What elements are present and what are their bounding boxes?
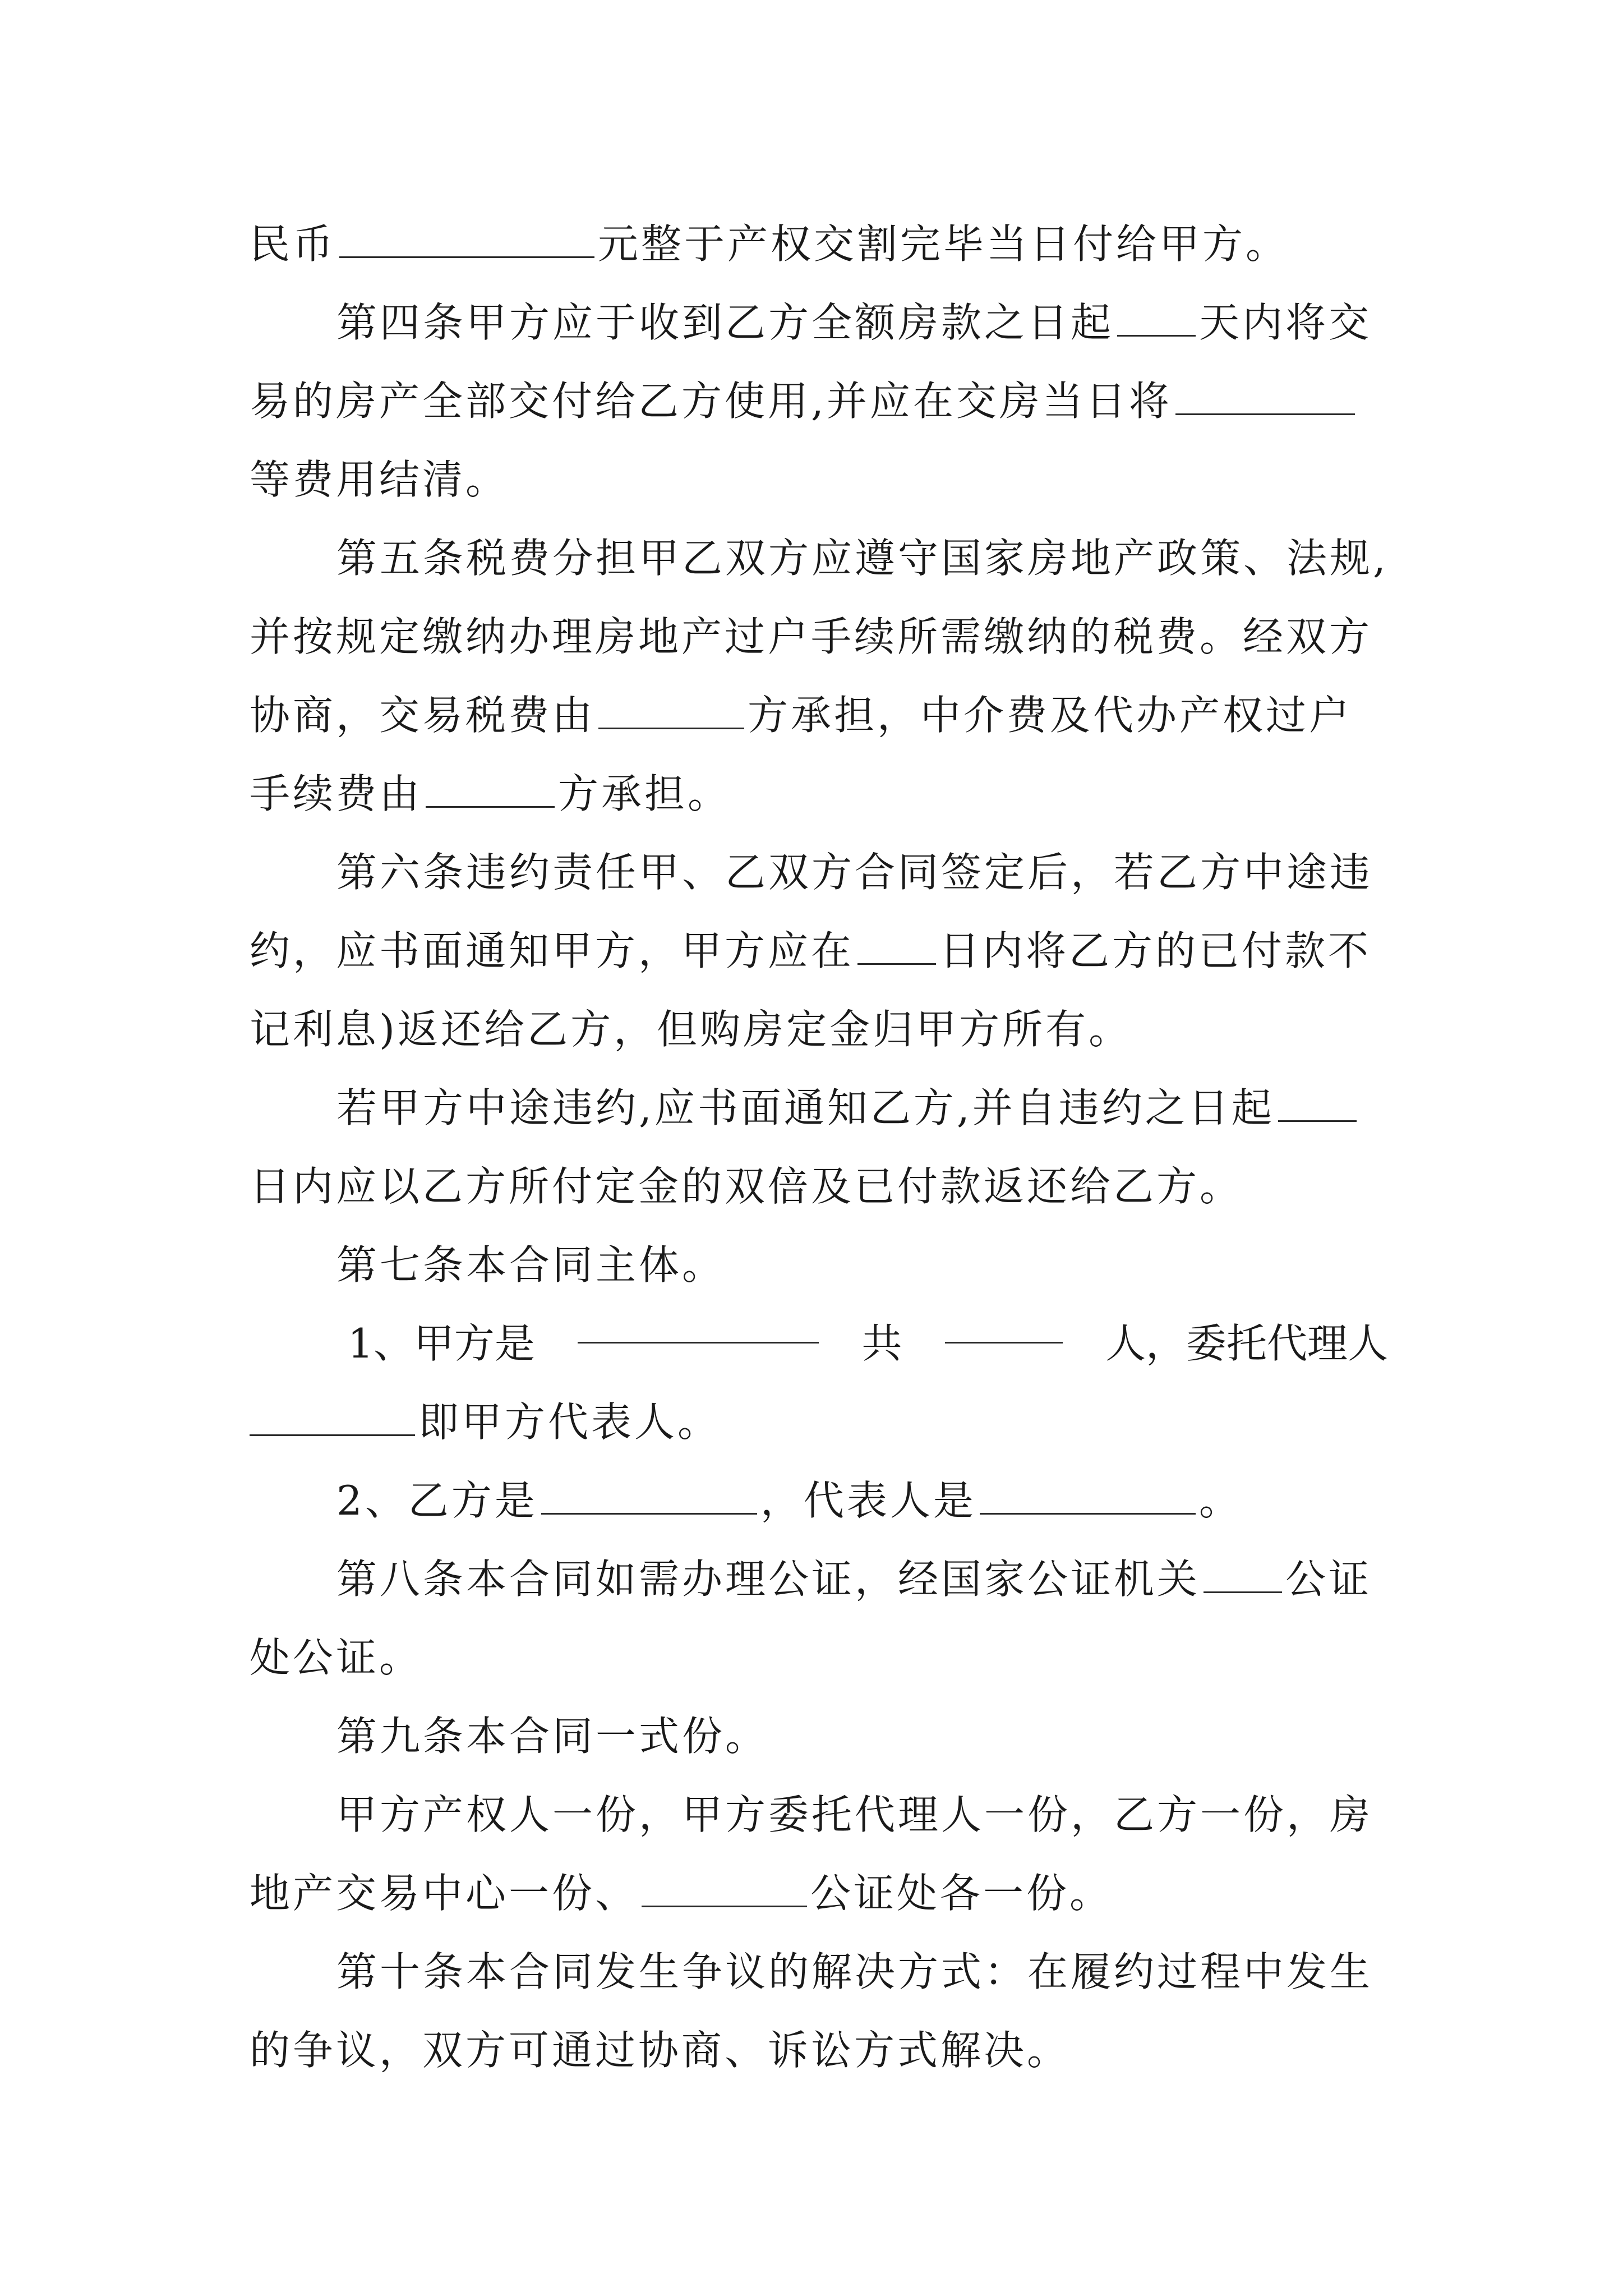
text-line bbox=[250, 1228, 1388, 1301]
text-line bbox=[250, 1543, 1388, 1616]
text-segment: ，代表人是 bbox=[760, 1477, 976, 1524]
fill-blank bbox=[980, 1478, 1196, 1515]
text-line bbox=[250, 757, 1388, 830]
text-segment: 易的房产全部交付给乙方使用,并应在交房当日将 bbox=[250, 378, 1172, 425]
text-segment: 甲方产权人一份，甲方委托代理人一份，乙方一份，房 bbox=[336, 1791, 1373, 1838]
text-line bbox=[250, 2014, 1388, 2087]
text-segment: 第七条本合同主体。 bbox=[336, 1241, 726, 1289]
fill-blank bbox=[642, 1871, 807, 1907]
text-line bbox=[250, 1857, 1388, 1930]
text-line bbox=[250, 1935, 1388, 2008]
text-segment: 2、乙方是 bbox=[336, 1477, 538, 1524]
text-segment: 第九条本合同一式份。 bbox=[336, 1713, 769, 1760]
fill-blank bbox=[945, 1307, 1063, 1343]
text-segment: 等费用结清。 bbox=[250, 456, 509, 503]
text-segment: 地产交易中心一份、 bbox=[250, 1870, 639, 1917]
text-line bbox=[250, 1150, 1388, 1223]
text-line bbox=[250, 208, 1388, 280]
text-line bbox=[250, 1386, 1388, 1458]
text-segment: 日内应以乙方所付定金的双倍及已付款返还给乙方。 bbox=[250, 1163, 1243, 1210]
text-segment: 公证处各一份。 bbox=[810, 1870, 1113, 1917]
text-segment: 元整于产权交割完毕当日付给甲方。 bbox=[598, 220, 1289, 268]
fill-blank bbox=[541, 1478, 757, 1515]
text-segment: 日内将乙方的已付款不 bbox=[939, 927, 1372, 974]
text-segment: 天内将交 bbox=[1199, 299, 1372, 346]
fill-blank bbox=[426, 771, 555, 808]
text-segment: 记利息)返还给乙方，但购房定金归甲方所有。 bbox=[250, 1006, 1132, 1053]
text-segment: 。 bbox=[1198, 1477, 1242, 1524]
text-segment: 协商，交易税费由 bbox=[250, 692, 596, 739]
text-segment: 人，委托代理人 bbox=[1105, 1320, 1388, 1367]
text-line bbox=[250, 443, 1388, 516]
text-line bbox=[250, 836, 1388, 909]
text-segment: 1、甲方是 bbox=[348, 1320, 535, 1367]
text-segment: 手续费由 bbox=[250, 770, 423, 817]
text-line bbox=[250, 1778, 1388, 1851]
text-segment: 第八条本合同如需办理公证，经国家公证机关 bbox=[336, 1556, 1201, 1603]
text-segment: 方承担，中介费及代办产权过户 bbox=[748, 692, 1353, 739]
text-line bbox=[250, 365, 1388, 438]
text-segment: 公证 bbox=[1285, 1556, 1372, 1603]
fill-blank bbox=[857, 928, 936, 965]
text-segment: 即甲方代表人。 bbox=[418, 1398, 721, 1446]
fill-blank bbox=[1204, 1557, 1282, 1593]
text-segment: 第五条税费分担甲乙双方应遵守国家房地产政策、法规, bbox=[336, 535, 1389, 582]
text-segment: 第十条本合同发生争议的解决方式：在履约过程中发生 bbox=[336, 1948, 1373, 1995]
text-segment: 的争议，双方可通过协商、诉讼方式解决。 bbox=[250, 2027, 1071, 2074]
text-line bbox=[250, 679, 1388, 752]
text-segment: 约，应书面通知甲方，甲方应在 bbox=[250, 927, 855, 974]
fill-blank bbox=[1278, 1085, 1357, 1122]
text-segment: 共 bbox=[861, 1320, 902, 1367]
text-segment: 第四条甲方应于收到乙方全额房款之日起 bbox=[336, 299, 1114, 346]
fill-blank bbox=[339, 222, 594, 258]
fill-blank bbox=[1117, 300, 1196, 337]
text-segment: 第六条违约责任甲、乙双方合同签定后，若乙方中途违 bbox=[336, 849, 1373, 896]
fill-blank bbox=[250, 1400, 415, 1436]
fill-blank bbox=[598, 693, 744, 729]
text-segment: 方承担。 bbox=[558, 770, 731, 817]
text-line bbox=[250, 1621, 1388, 1694]
text-segment: 并按规定缴纳办理房地产过户手续所需缴纳的税费。经双方 bbox=[250, 613, 1373, 660]
text-line bbox=[250, 914, 1388, 987]
text-line bbox=[250, 522, 1388, 595]
fill-blank bbox=[578, 1307, 819, 1343]
text-line bbox=[250, 286, 1388, 359]
text-line bbox=[250, 1700, 1388, 1773]
text-segment: 民币 bbox=[250, 220, 336, 268]
text-segment: 处公证。 bbox=[250, 1634, 423, 1681]
text-line bbox=[250, 1307, 1388, 1380]
fill-blank bbox=[1175, 379, 1355, 415]
text-line bbox=[250, 1464, 1388, 1537]
text-segment: 若甲方中途违约,应书面通知乙方,并自违约之日起 bbox=[336, 1084, 1275, 1131]
text-line bbox=[250, 600, 1388, 673]
text-line bbox=[250, 993, 1388, 1066]
text-line bbox=[250, 1071, 1388, 1144]
